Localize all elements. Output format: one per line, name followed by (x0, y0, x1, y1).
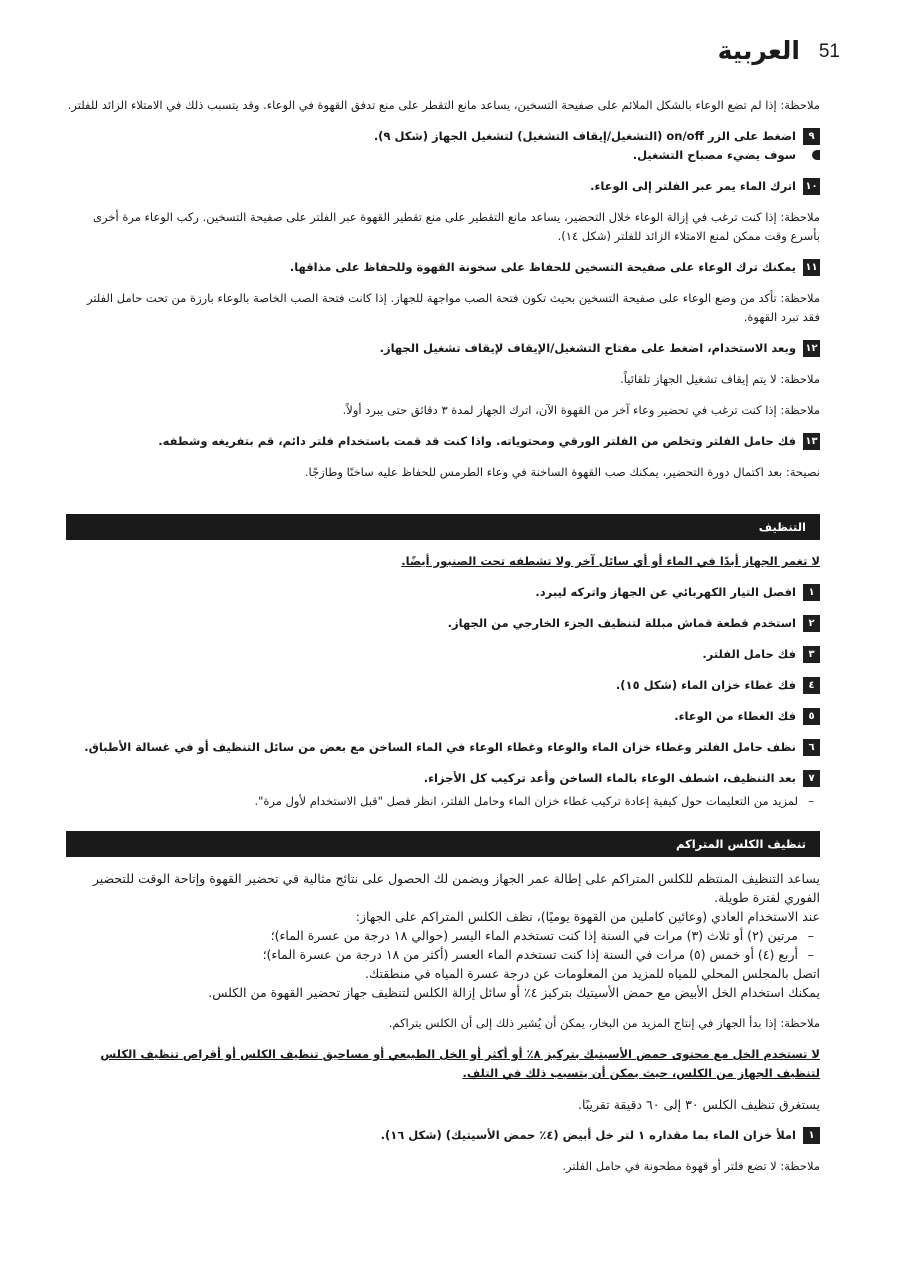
step-result (66, 146, 796, 165)
step-number: ١٣ (803, 433, 820, 450)
descaling-bullet-hard (66, 945, 820, 964)
descaling-note-no-filter: ملاحظة: لا تضع فلتر أو قهوة مطحونة في حامل الفلتر. (562, 1159, 820, 1173)
document-body (66, 96, 820, 1188)
language-title: العربية (717, 36, 800, 65)
step-text: فك حامل الفلتر وتخلص من الفلتر الورقي ومحتوياته. واذا كنت قد قمت باستخدام فلتر دائم، قم بتفريغه وشطفه. (158, 434, 796, 448)
descaling-warning: لا تستخدم الخل مع محتوى حمض الأسيتيك بتركيز ٨٪ أو أكثر أو الخل الطبيعي أو مساحيق تنظيف الكلس أو أقراص تنظيف الكلس لتنظيف الجهاز من الكلس، حيث يمكن أن يتسبب ذلك في التلف. (100, 1047, 820, 1080)
dash-bullet: – (808, 794, 814, 808)
step-number: ١٠ (803, 178, 820, 195)
descaling-vinegar: يمكنك استخدام الخل الأبيض مع حمض الأسيتيك بتركيز ٤٪ أو سائل إزالة الكلس لتنظيف جهاز تحضير القهوة من الكلس. (208, 985, 820, 1000)
step-text: يمكنك ترك الوعاء على صفيحة التسخين للحفاظ على سخونة القهوة وللحفاظ على مذاقها. (289, 260, 796, 274)
step-number: ١ (803, 1127, 820, 1144)
cleaning-warning: لا تغمر الجهاز أبدًا في الماء أو أي سائل آخر ولا تشطفه تحت الصنبور أيضًا. (401, 554, 820, 568)
step-number: ٦ (803, 739, 820, 756)
tip-thermos: نصيحة: بعد اكتمال دورة التحضير، يمكنك صب القهوة الساخنة في وعاء الطرمس للحفاظ عليه ساخنًا وطازجًا. (304, 465, 820, 479)
step-10 (66, 177, 820, 196)
step-number: ٥ (803, 708, 820, 725)
step-number: ١١ (803, 259, 820, 276)
sub-text: لمزيد من التعليمات حول كيفية إعادة تركيب غطاء خزان الماء وحامل الفلتر، انظر فصل "قبل الاستخدام لأول مرة". (254, 794, 798, 808)
step-number: ١٢ (803, 340, 820, 357)
note-spout: ملاحظة: تأكد من وضع الوعاء على صفيحة التسخين بحيث تكون فتحة الصب مواجهة للجهاز. إذا كانت فتحة الصب الخاصة بالوعاء بارزة من تحت حامل الفلتر فقد تبرد القهوة. (86, 291, 820, 324)
step-text: فك غطاء خزان الماء (شكل ١٥). (615, 678, 796, 692)
step-text: املأ خزان الماء بما مقداره ١ لتر خل أبيض (٤٪ حمض الأسيتيك) (شكل ١٦). (380, 1128, 796, 1142)
step-number: ٧ (803, 770, 820, 787)
section-title-cleaning: التنظيف (66, 514, 820, 540)
descaling-bullet-soft (66, 926, 820, 945)
step-number: ٤ (803, 677, 820, 694)
step-13 (66, 432, 820, 451)
step-12 (66, 339, 820, 358)
step-text: اضغط على الزر on/off (التشغيل/إيقاف التشغيل) لتشغيل الجهاز (شكل ٩). (373, 129, 796, 143)
bullet-text: مرتين (٢) أو ثلاث (٣) مرات في السنة إذا كنت تستخدم الماء اليسر (حوالي ١٨ درجة من عسرة الماء)؛ (270, 928, 798, 943)
bullet-text: أربع (٤) أو خمس (٥) مرات في السنة إذا كنت تستخدم الماء العسر (أكثر من ١٨ درجة من عسرة الماء)؛ (262, 947, 798, 962)
descaling-usage: عند الاستخدام العادي (وعائين كاملين من القهوة يوميًا)، نظف الكلس المتراكم على الجهاز: (355, 909, 820, 924)
cleaning-step-4 (66, 676, 820, 695)
dash-bullet: – (807, 947, 814, 962)
step-text: بعد التنظيف، اشطف الوعاء بالماء الساخن وأعد تركيب كل الأجزاء. (423, 771, 796, 785)
dash-bullet: – (807, 928, 814, 943)
cleaning-step-1 (66, 583, 820, 602)
step-number: ١ (803, 584, 820, 601)
descaling-duration: يستغرق تنظيف الكلس ٣٠ إلى ٦٠ دقيقة تقريبًا. (578, 1097, 820, 1112)
section-title-descaling: تنظيف الكلس المتراكم (66, 831, 820, 857)
step-text: فك حامل الفلتر. (702, 647, 796, 661)
step-number: ٢ (803, 615, 820, 632)
cleaning-step-7-sub (66, 792, 820, 811)
step-number: ٣ (803, 646, 820, 663)
page-number: 51 (818, 41, 840, 62)
result-bullet-icon (812, 150, 820, 160)
descaling-step-1 (66, 1126, 820, 1145)
step-text: نظف حامل الفلتر وغطاء خزان الماء والوعاء وغطاء الوعاء في الماء الساخن مع بعض من سائل التنظيف أو في غسالة الأطباق. (84, 740, 796, 754)
descaling-contact: اتصل بالمجلس المحلي للمياه للمزيد من المعلومات عن درجة عسرة المياه في منطقتك. (365, 966, 820, 981)
result-text: سوف يضيء مصباح التشغيل. (632, 148, 796, 162)
descaling-note-steam: ملاحظة: إذا بدأ الجهاز في إنتاج المزيد من البخار، يمكن أن يُشير ذلك إلى أن الكلس يتراكم. (388, 1016, 820, 1030)
page-header (60, 36, 840, 76)
step-text: اترك الماء يمر عبر الفلتر إلى الوعاء. (590, 179, 796, 193)
step-text: فك الغطاء من الوعاء. (674, 709, 796, 723)
cleaning-step-5 (66, 707, 820, 726)
step-11 (66, 258, 820, 277)
step-number: ٩ (803, 128, 820, 145)
note-no-auto-off: ملاحظة: لا يتم إيقاف تشغيل الجهاز تلقائياً. (620, 372, 820, 386)
step-9 (66, 127, 820, 165)
note-pot-placement: ملاحظة: إذا لم تضع الوعاء بالشكل الملائم على صفيحة التسخين، يساعد مانع التقطر على منع تدفق القهوة في الوعاء. وقد يتسبب ذلك في الامتلاء الزائد للفلتر. (67, 98, 820, 112)
step-text: افصل التيار الكهربائي عن الجهاز واتركه ليبرد. (535, 585, 796, 599)
cleaning-step-2 (66, 614, 820, 633)
cleaning-step-6 (66, 738, 820, 757)
cleaning-step-7 (66, 769, 820, 788)
step-text: استخدم قطعة قماش مبللة لتنظيف الجزء الخارجي من الجهاز. (447, 616, 796, 630)
cleaning-step-3 (66, 645, 820, 664)
descaling-intro: يساعد التنظيف المنتظم للكلس المتراكم على إطالة عمر الجهاز ويضمن لك الحصول على نتائج مثالية في تحضير القهوة وإتاحة الوقت للتحضير الفوري لفترة طويلة. (92, 871, 820, 905)
step-text: وبعد الاستخدام، اضغط على مفتاح التشغيل/الإيقاف لإيقاف تشغيل الجهاز. (379, 341, 796, 355)
note-cool-down: ملاحظة: إذا كنت ترغب في تحضير وعاء آخر من القهوة الآن، اترك الجهاز لمدة ٣ دقائق حتى يبرد أولاً. (342, 403, 820, 417)
note-remove-pot: ملاحظة: إذا كنت ترغب في إزالة الوعاء خلال التحضير، يساعد مانع التقطير على منع تقطير القهوة عبر الفلتر على صفيحة التسخين. ركب الوعاء مرة أخرى بأسرع وقت ممكن لمنع الامتلاء الزائد للفلتر (شكل ١٤). (93, 210, 820, 243)
